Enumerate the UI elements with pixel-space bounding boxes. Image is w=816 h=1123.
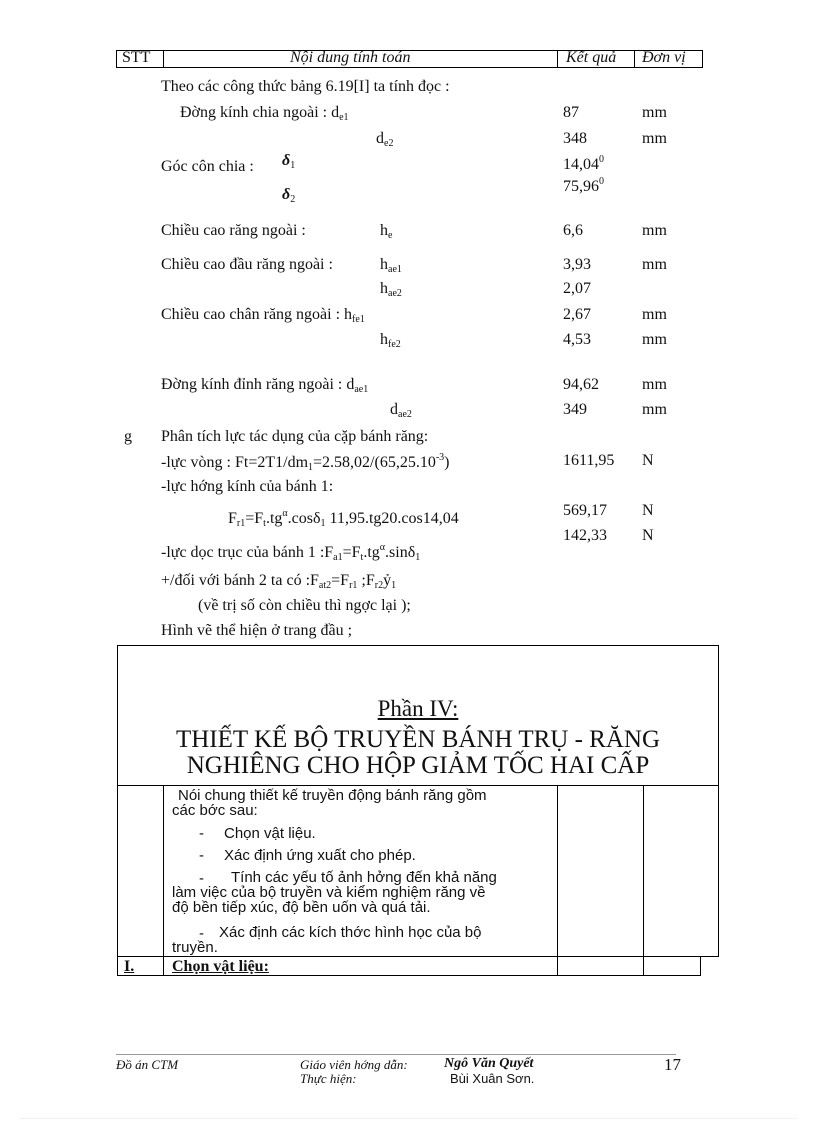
col-divider: [117, 957, 118, 975]
header-result: Kết quả: [566, 49, 617, 66]
de1-value: 87: [563, 104, 579, 121]
header-unit: Đơn vị: [642, 49, 686, 66]
hfe2-symbol: $h_{fe2}$: [380, 331, 401, 350]
delta2-symbol: $\delta_2$: [282, 186, 296, 205]
section-number: I.: [124, 958, 135, 975]
delta2-value: 75,96$^0$: [563, 176, 604, 195]
hae2-value: 2,07: [563, 280, 591, 297]
hae1-symbol: $h_{ae1}$: [380, 256, 402, 275]
part-title-line2: NGHIÊNG CHO HỘP GIẢM TỐC HAI CẤP: [186, 752, 650, 779]
fr-formula: $F_{r1}=F_t.tg^\alpha.\cos\delta_1$ 11,95.tg20.cos14,04: [228, 508, 459, 529]
note-line: (về trị số còn chiều thì ngợc lại );: [198, 597, 411, 614]
footer-doer-name: Bùi Xuân Sơn.: [450, 1071, 535, 1086]
hae-label: Chiều cao đầu răng ngoài :: [161, 256, 333, 273]
de1-unit: mm: [642, 104, 667, 121]
footer-teacher-label: Giáo viên hớng dẫn:: [300, 1057, 408, 1072]
force-title: Phân tích lực tác dụng của cặp bánh răng:: [161, 428, 429, 445]
header-divider: [557, 50, 558, 68]
header-divider: [634, 50, 635, 68]
dae-label: Đờng kính đỉnh răng ngoài : $d_{ae1}$: [161, 376, 369, 395]
fr-unit: N: [642, 502, 654, 519]
delta1-value: 14,04$^0$: [563, 154, 604, 173]
footer-teacher-name: Ngô Văn Quyết: [444, 1056, 534, 1071]
ft-value: 1611,95: [563, 452, 615, 469]
page-number: 17: [664, 1055, 681, 1074]
bullet-dash: -: [199, 825, 204, 842]
intro-line: Theo các công thức bảng 6.19[I] ta tính đọc :: [161, 78, 450, 95]
hfe2-unit: mm: [642, 331, 667, 348]
part-title-line1: THIẾT KẾ BỘ TRUYỀN BÁNH TRỤ - RĂNG: [175, 726, 661, 753]
de2-unit: mm: [642, 130, 667, 147]
step-stress: Xác định ứng xuất cho phép.: [224, 847, 416, 864]
step-geometry: Xác định các kích thớc hình học của bộ truyền.: [172, 924, 482, 956]
he-label: Chiều cao răng ngoài :: [161, 222, 306, 239]
col-divider: [557, 785, 558, 975]
cone-label: Góc côn chia :: [161, 158, 254, 175]
col-divider: [700, 957, 701, 975]
footer-doer-label: Thực hiện:: [300, 1071, 357, 1086]
title-divider: [117, 785, 719, 786]
footer-project: Đồ án CTM: [116, 1057, 179, 1072]
header-content: Nội dung tính toán: [290, 49, 411, 66]
box-intro: Nói chung thiết kế truyền động bánh răng gồm các bớc sau:: [172, 787, 487, 819]
hae2-symbol: $h_{ae2}$: [380, 280, 402, 299]
radial-title: -lực hớng kính của bánh 1:: [161, 478, 334, 495]
hfe1-unit: mm: [642, 306, 667, 323]
hae1-unit: mm: [642, 256, 667, 273]
dae2-value: 349: [563, 401, 587, 418]
ft-unit: N: [642, 452, 654, 469]
wheel2-line: +/đối với bánh 2 ta có $:F_{at2}=F_{r1}$ $;F_{r2}ỷ_1$: [161, 572, 397, 591]
bullet-dash: -: [199, 847, 204, 864]
he-symbol: $h_e$: [380, 222, 393, 241]
col-divider: [643, 785, 644, 975]
dae1-value: 94,62: [563, 376, 599, 393]
hfe1-value: 2,67: [563, 306, 591, 323]
step-materials: Chọn vật liệu.: [224, 825, 316, 842]
fa-value: 142,33: [563, 527, 607, 544]
dae2-unit: mm: [642, 401, 667, 418]
footer-rule: [116, 1054, 676, 1055]
he-unit: mm: [642, 222, 667, 239]
hfe2-value: 4,53: [563, 331, 591, 348]
item-marker: g: [124, 428, 132, 445]
fa-unit: N: [642, 527, 654, 544]
fr-value: 569,17: [563, 502, 607, 519]
section-title: Chọn vật liệu:: [172, 958, 269, 975]
hae1-value: 3,93: [563, 256, 591, 273]
page-edge-line: [20, 1118, 796, 1119]
he-value: 6,6: [563, 222, 583, 239]
ft-formula: -lực vòng : $Ft=2T1/dm_1=2.58,02/(65,25.10^{-3})$: [161, 452, 450, 473]
delta1-symbol: $\delta_1$: [282, 152, 296, 171]
step-factors: Tính các yếu tố ảnh hởng đến khả năng làm việc của bộ truyền và kiểm nghiệm răng về độ bền tiếp xúc, độ bền uốn và quá tải.: [172, 869, 497, 916]
bullet-dash: -: [199, 870, 204, 887]
header-stt: STT: [122, 49, 151, 66]
part-heading: Phần IV:: [377, 696, 459, 721]
bullet-dash: -: [199, 925, 204, 942]
col-divider: [163, 785, 164, 975]
hfe-label: Chiều cao chân răng ngoài : $h_{fe1}$: [161, 306, 365, 325]
de2-label: $d_{e2}$: [376, 130, 394, 149]
dae2-symbol: $d_{ae2}$: [390, 401, 412, 420]
dae1-unit: mm: [642, 376, 667, 393]
figure-line: Hình vẽ thể hiện ở trang đầu ;: [161, 622, 353, 639]
de2-value: 348: [563, 130, 587, 147]
fa-formula: -lực dọc trục của bánh 1 $:F_{a1}=F_t.tg^\alpha.\sin\delta_1$: [161, 542, 421, 563]
header-divider: [163, 50, 164, 68]
de-label: Đờng kính chia ngoài : $d_{e1}$: [180, 104, 349, 123]
